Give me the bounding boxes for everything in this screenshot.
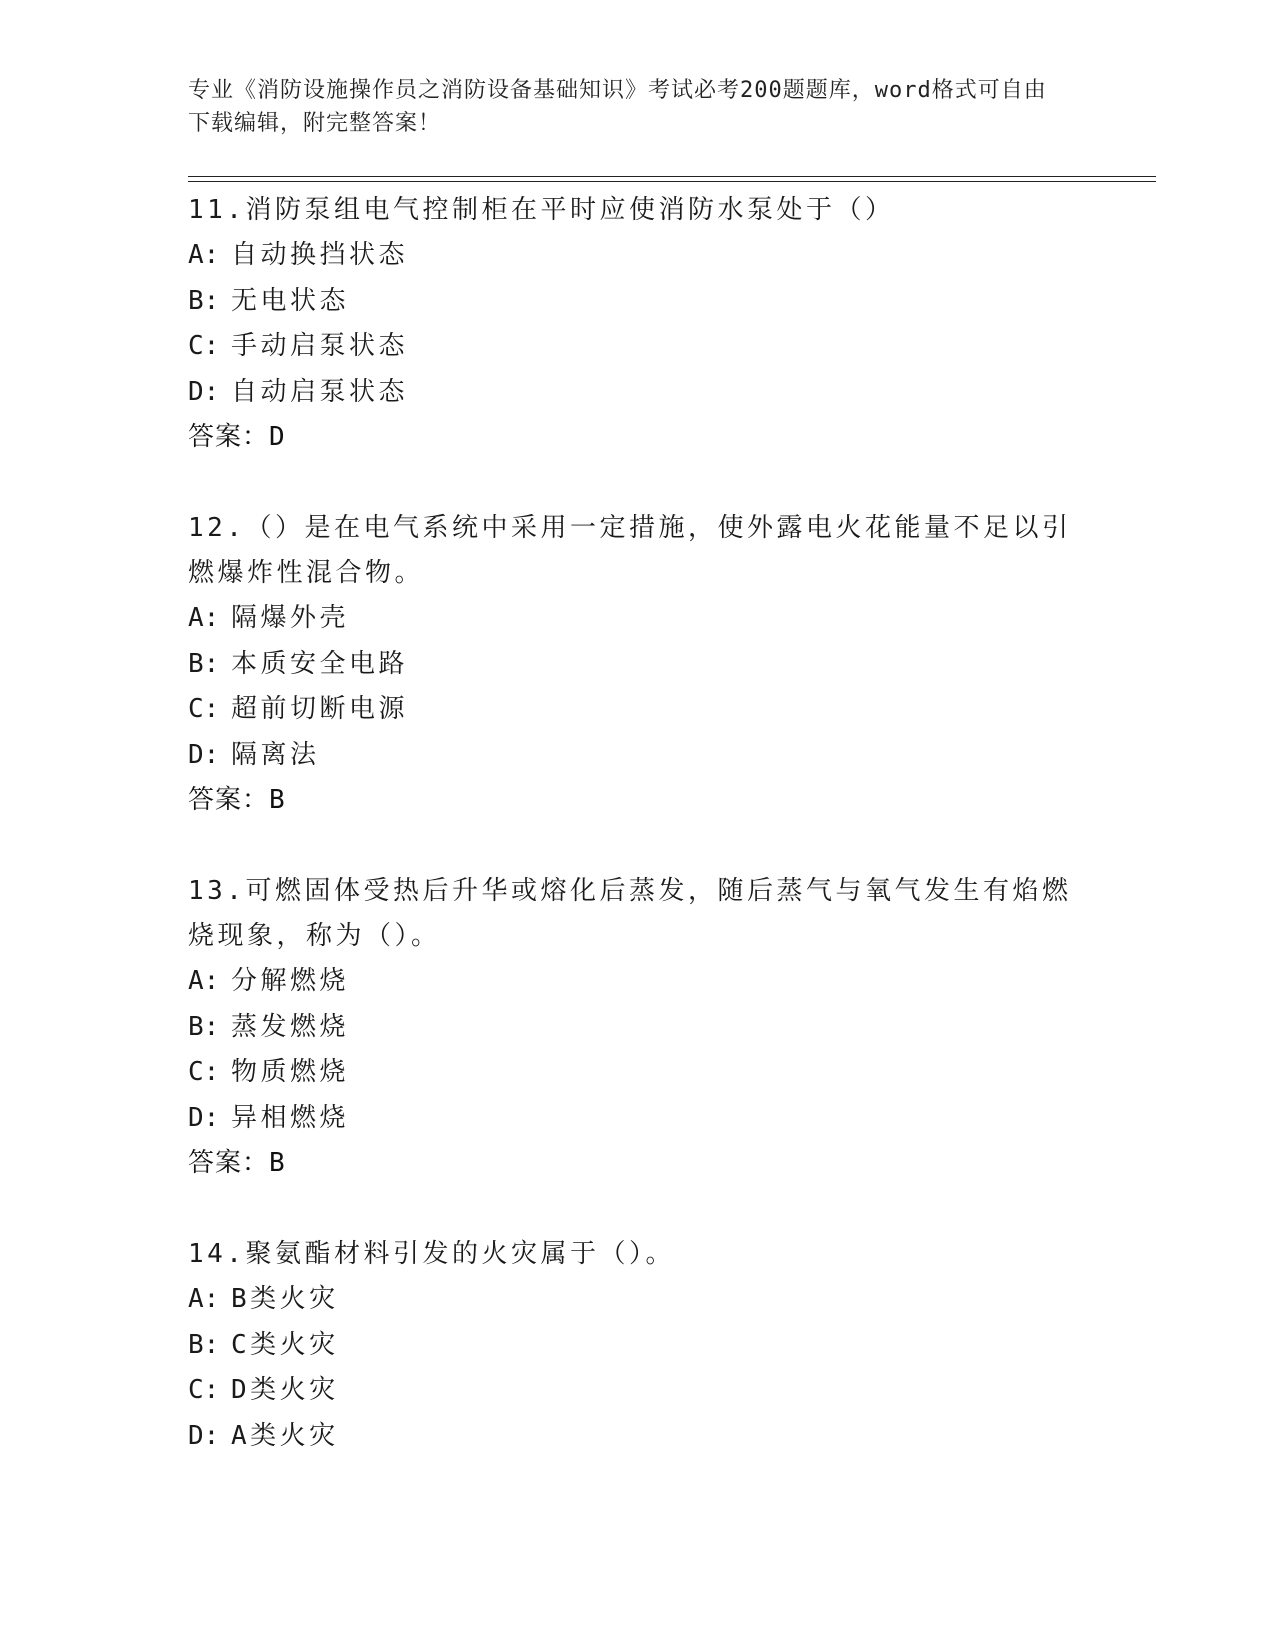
option-letter: D:	[188, 1420, 220, 1451]
question-13	[188, 869, 1088, 1186]
option-text: 自动启泵状态	[231, 376, 409, 407]
option-d	[188, 1414, 1088, 1460]
option-text: 超前切断电源	[231, 694, 409, 724]
option-c	[188, 1368, 1088, 1414]
question-list	[188, 188, 1088, 1505]
question-14	[188, 1232, 1088, 1459]
header-rule-top	[188, 176, 1156, 177]
option-b	[188, 642, 1088, 688]
option-text: B类火灾	[231, 1284, 339, 1314]
option-text: 无电状态	[231, 285, 350, 316]
option-letter: B:	[188, 285, 220, 316]
option-b	[188, 1005, 1088, 1051]
answer-value: B	[269, 785, 286, 815]
option-b	[188, 279, 1088, 325]
option-text: 隔爆外壳	[231, 603, 350, 633]
option-letter: A:	[188, 966, 220, 996]
option-a	[188, 1277, 1088, 1323]
answer-value: B	[269, 1148, 286, 1178]
option-text: D类火灾	[231, 1375, 339, 1405]
option-a	[188, 596, 1088, 642]
answer-line	[188, 415, 1088, 460]
option-letter: A:	[188, 240, 220, 270]
answer-line	[188, 778, 1088, 823]
answer-label: 答案：	[188, 1148, 270, 1178]
option-letter: B:	[188, 648, 220, 679]
answer-value: D	[269, 422, 286, 452]
question-11	[188, 188, 1088, 460]
answer-line	[188, 1141, 1088, 1186]
option-letter: A:	[188, 1284, 220, 1314]
option-letter: A:	[188, 603, 220, 633]
option-c	[188, 1050, 1088, 1096]
option-letter: C:	[188, 331, 220, 361]
option-letter: C:	[188, 694, 220, 724]
option-text: 手动启泵状态	[231, 331, 409, 361]
option-letter: B:	[188, 1011, 220, 1042]
option-letter: C:	[188, 1375, 220, 1405]
option-letter: D:	[188, 739, 220, 770]
option-d	[188, 1096, 1088, 1142]
option-text: 异相燃烧	[231, 1102, 350, 1133]
option-d	[188, 370, 1088, 416]
option-text: 蒸发燃烧	[231, 1011, 350, 1042]
question-text: 11.消防泵组电气控制柜在平时应使消防水泵处于（）	[188, 195, 895, 225]
option-letter: B:	[188, 1329, 220, 1360]
option-a	[188, 959, 1088, 1005]
option-text: 物质燃烧	[231, 1057, 350, 1087]
option-letter: D:	[188, 376, 220, 407]
option-text: 分解燃烧	[231, 966, 350, 996]
answer-label: 答案：	[188, 422, 270, 452]
option-a	[188, 233, 1088, 279]
option-text: 隔离法	[231, 739, 320, 770]
option-text: 本质安全电路	[231, 648, 409, 679]
question-12	[188, 506, 1088, 823]
option-letter: D:	[188, 1102, 220, 1133]
option-c	[188, 324, 1088, 370]
option-text: A类火灾	[231, 1420, 339, 1451]
option-letter: C:	[188, 1057, 220, 1087]
option-d	[188, 733, 1088, 779]
header-rule-bottom	[188, 181, 1156, 182]
option-b	[188, 1323, 1088, 1369]
option-text: 自动换挡状态	[231, 240, 409, 270]
option-c	[188, 687, 1088, 733]
option-text: C类火灾	[231, 1329, 339, 1360]
answer-label: 答案：	[188, 785, 270, 815]
document-header: 专业《消防设施操作员之消防设备基础知识》考试必考200题题库，word格式可自由下载编辑，附完整答案！	[188, 78, 1047, 136]
question-text: 13.可燃固体受热后升华或熔化后蒸发，随后蒸气与氧气发生有焰燃烧现象，称为（）。	[188, 876, 1072, 951]
question-text: 12.（）是在电气系统中采用一定措施，使外露电火花能量不足以引燃爆炸性混合物。	[188, 513, 1072, 588]
question-text: 14.聚氨酯材料引发的火灾属于（）。	[188, 1239, 675, 1269]
